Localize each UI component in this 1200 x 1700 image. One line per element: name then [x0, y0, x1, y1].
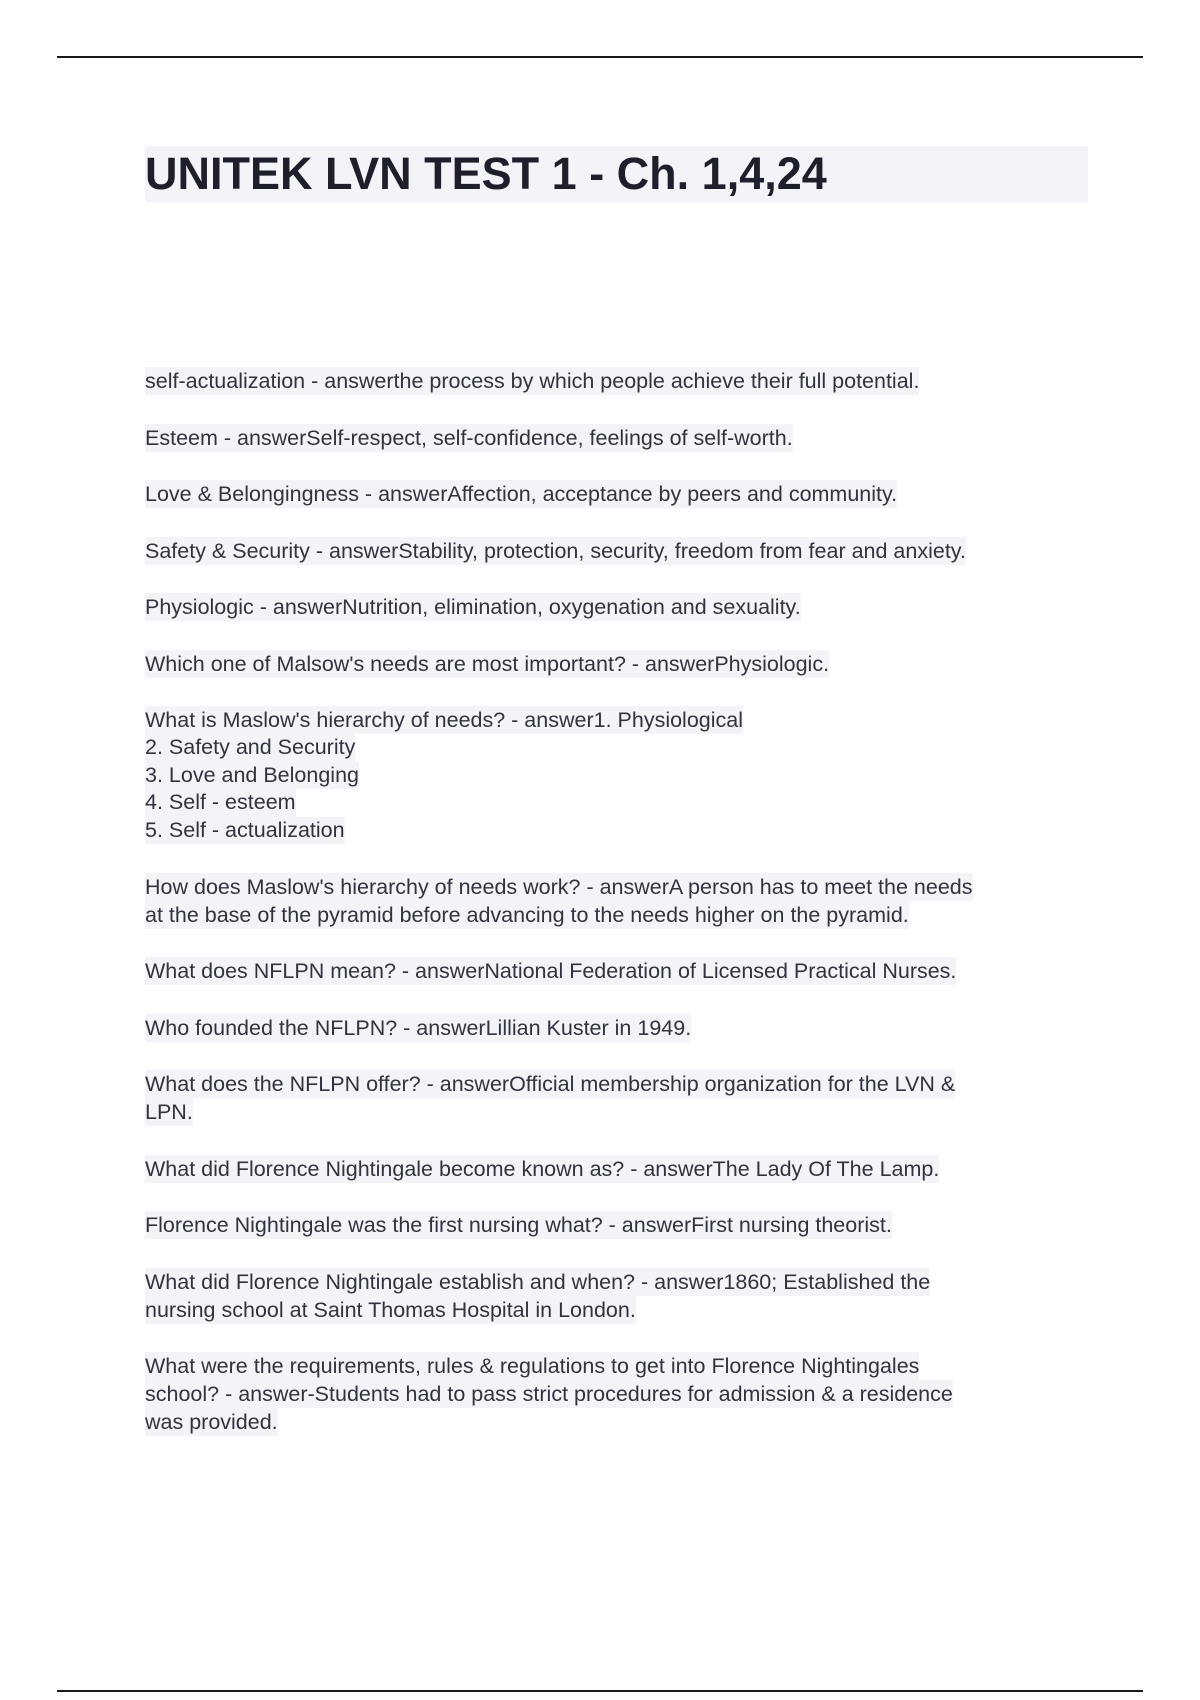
qa-text-line: at the base of the pyramid before advancing to the needs higher on the pyramid.: [145, 902, 909, 927]
qa-text: What does NFLPN mean? - answerNational Federation of Licensed Practical Nurses.: [145, 959, 957, 983]
qa-text: What is Maslow's hierarchy of needs? - answer1. Physiological: [145, 708, 744, 732]
qa-item-hierarchy-of-needs: [145, 706, 1095, 844]
qa-item-most-important-need: [145, 650, 1095, 678]
qa-text-line: nursing school at Saint Thomas Hospital in London.: [145, 1297, 636, 1322]
qa-item-nflpn-meaning: [145, 957, 1095, 985]
qa-item-nightingale-first: [145, 1211, 1095, 1239]
document-title: UNITEK LVN TEST 1 - Ch. 1,4,24: [145, 148, 827, 199]
hierarchy-list-item: 5. Self - actualization: [145, 817, 345, 845]
qa-item-nflpn-founder: [145, 1014, 1095, 1042]
qa-text: Esteem - answerSelf-respect, self-confidence, feelings of self-worth.: [145, 425, 793, 450]
qa-text: Who founded the NFLPN? - answerLillian Kuster in 1949.: [145, 1015, 692, 1040]
hierarchy-list-item: 4. Self - esteem: [145, 789, 296, 817]
qa-item-physiologic: [145, 593, 1095, 621]
bottom-rule: [57, 1690, 1143, 1692]
qa-item-safety-security: [145, 537, 1095, 565]
qa-text-line: was provided.: [145, 1410, 278, 1434]
qa-list: [145, 367, 1095, 1465]
qa-text-line: What did Florence Nightingale establish and when? - answer1860; Established the: [145, 1269, 931, 1294]
qa-text: Physiologic - answerNutrition, elimination, oxygenation and sexuality.: [145, 595, 801, 619]
qa-text-line: What were the requirements, rules & regulations to get into Florence Nightingales: [145, 1354, 920, 1378]
qa-item-self-actualization: [145, 367, 1095, 395]
qa-text: What did Florence Nightingale become known as? - answerThe Lady Of The Lamp.: [145, 1156, 940, 1181]
qa-text-line: school? - answer-Students had to pass strict procedures for admission & a residence: [145, 1382, 953, 1406]
hierarchy-list-item: 2. Safety and Security: [145, 734, 355, 762]
hierarchy-list-item: 3. Love and Belonging: [145, 762, 359, 790]
top-rule: [57, 56, 1143, 58]
hierarchy-list: [145, 734, 1095, 844]
qa-text-line: What does the NFLPN offer? - answerOfficial membership organization for the LVN &: [145, 1072, 956, 1096]
qa-item-nightingale-known-as: [145, 1155, 1095, 1183]
qa-item-nightingale-requirements: [145, 1352, 1095, 1436]
qa-text: Which one of Malsow's needs are most important? - answerPhysiologic.: [145, 651, 830, 676]
qa-text: Safety & Security - answerStability, protection, security, freedom from fear and anxiety.: [145, 538, 966, 563]
qa-text-line: LPN.: [145, 1100, 193, 1124]
qa-item-love-belongingness: [145, 480, 1095, 508]
qa-text-line: How does Maslow's hierarchy of needs work? - answerA person has to meet the needs: [145, 874, 973, 899]
qa-item-hierarchy-how-it-works: [145, 873, 1095, 929]
qa-item-nflpn-offer: [145, 1070, 1095, 1126]
qa-text: self-actualization - answerthe process by which people achieve their full potential.: [145, 369, 920, 393]
qa-item-esteem: [145, 424, 1095, 452]
qa-item-nightingale-established: [145, 1268, 1095, 1324]
qa-text: Florence Nightingale was the first nursing what? - answerFirst nursing theorist.: [145, 1213, 892, 1237]
qa-text: Love & Belongingness - answerAffection, acceptance by peers and community.: [145, 482, 898, 506]
